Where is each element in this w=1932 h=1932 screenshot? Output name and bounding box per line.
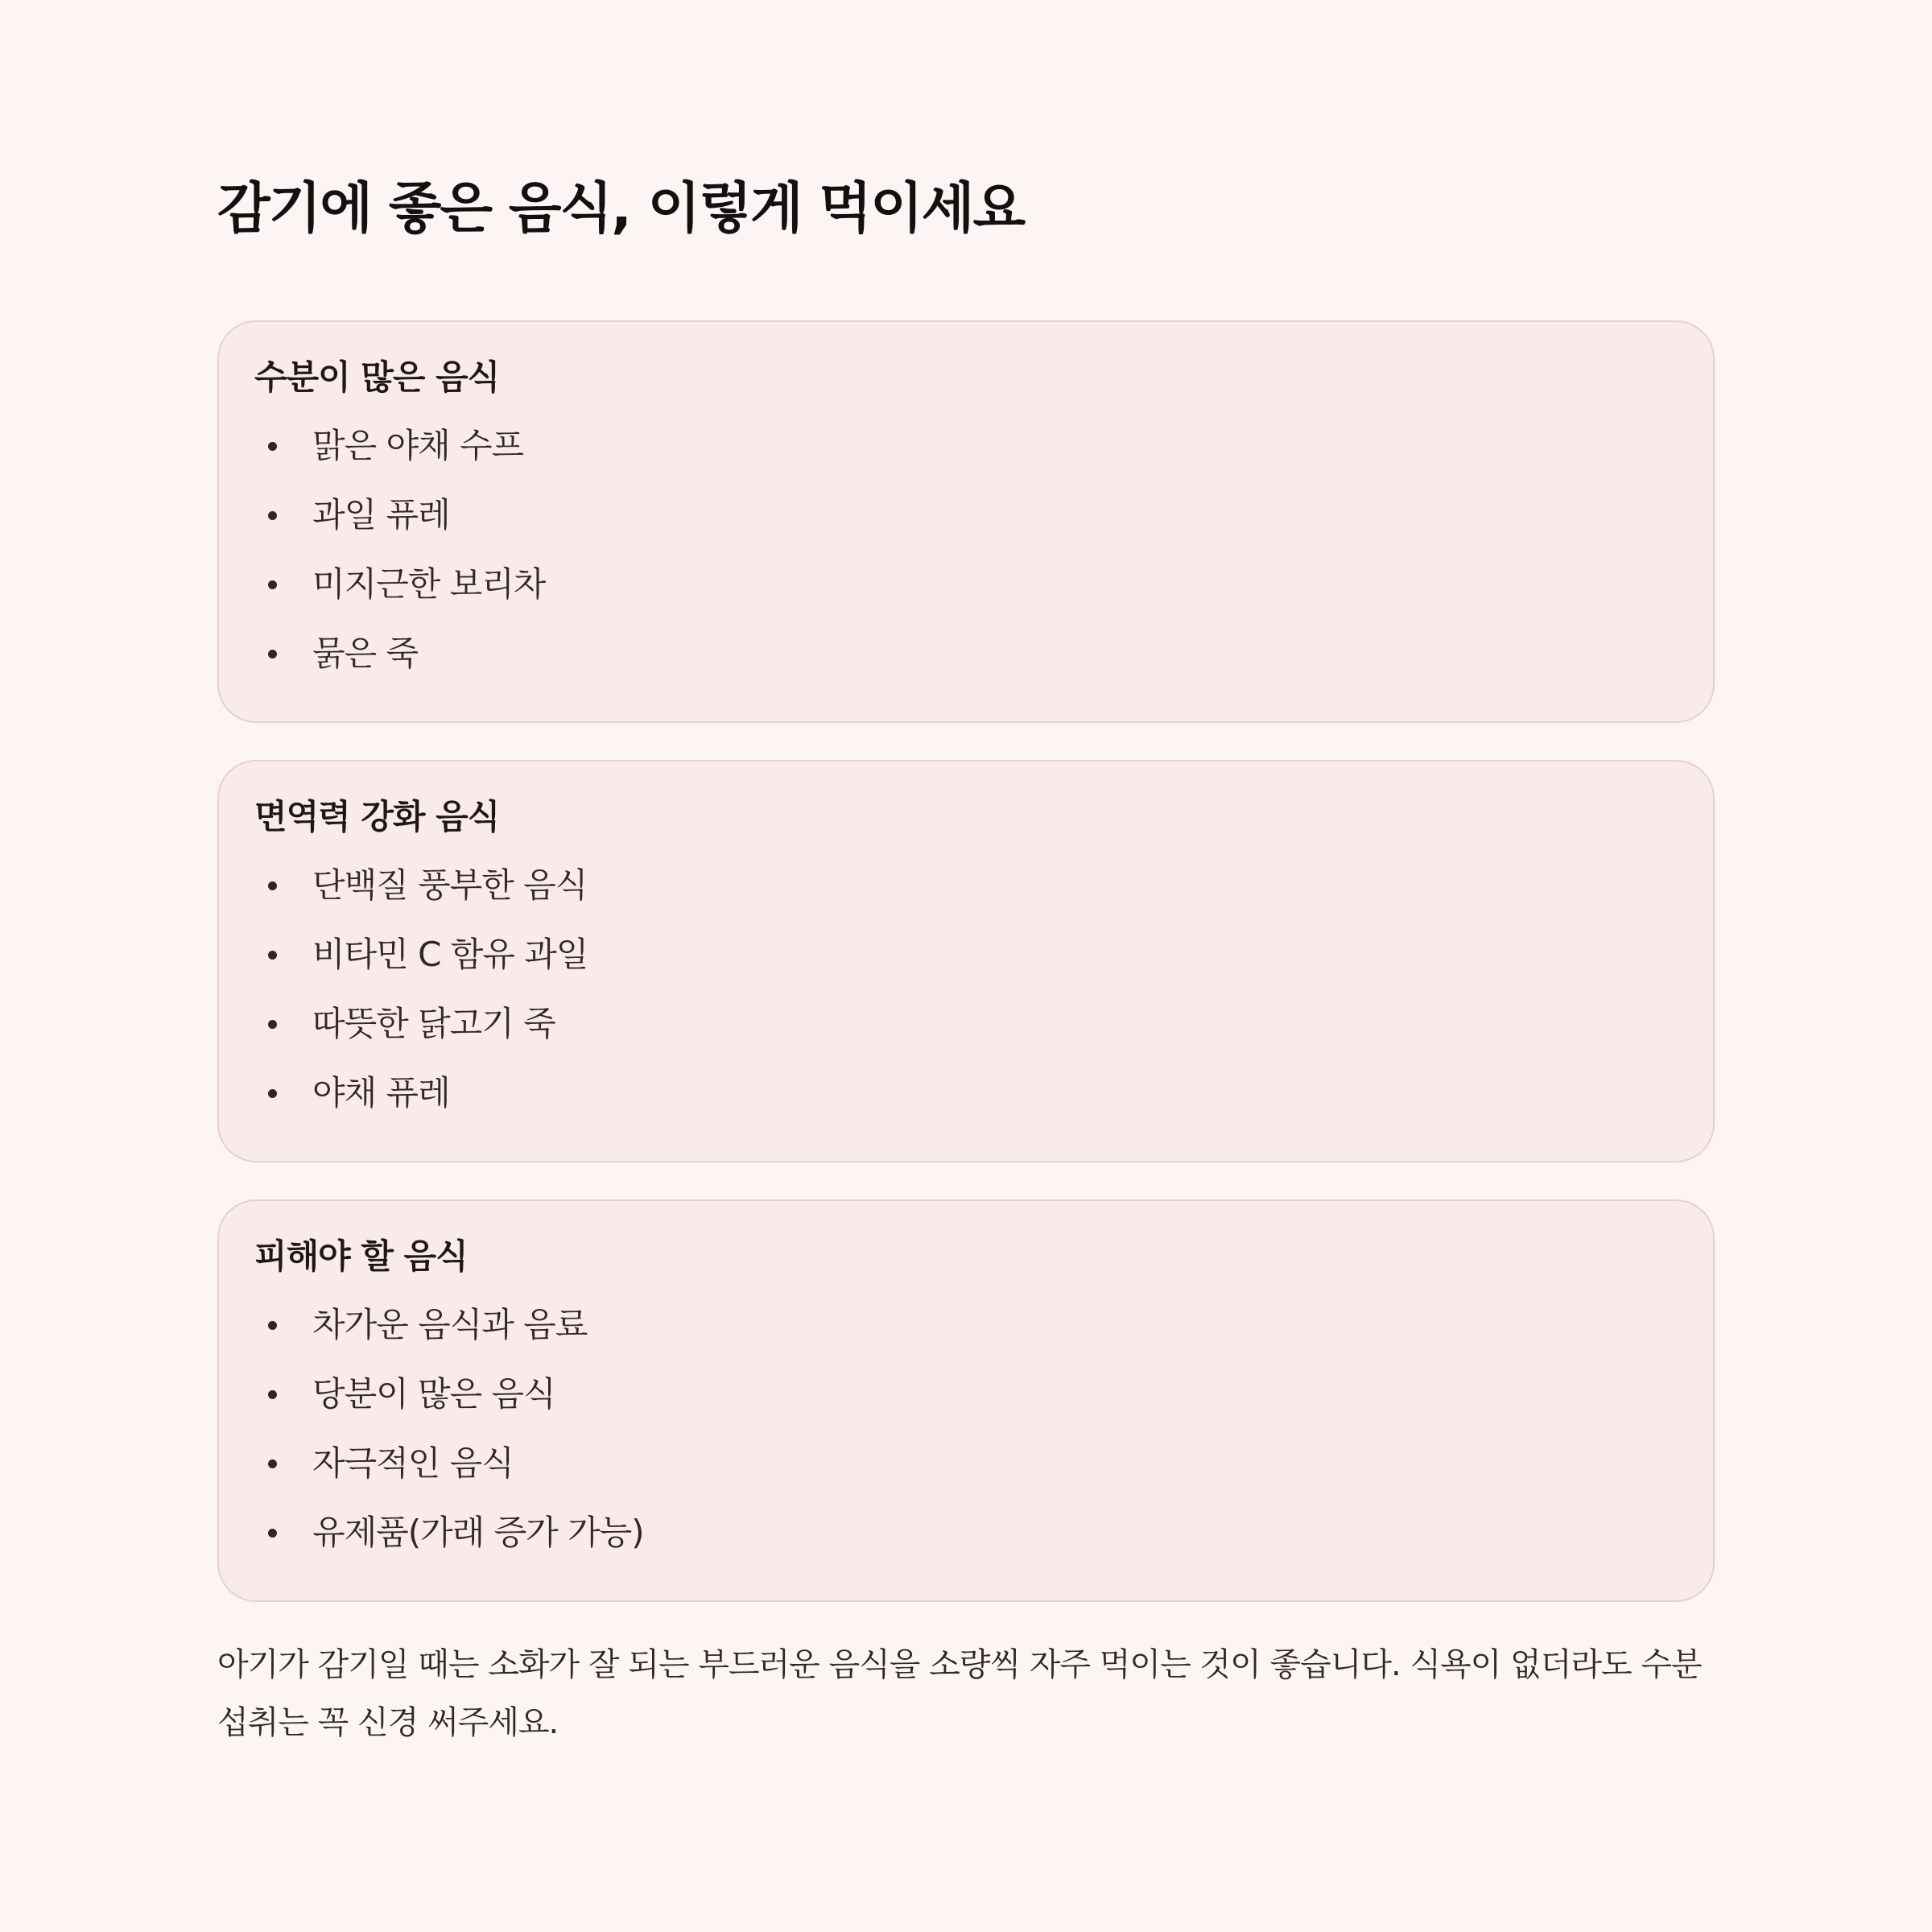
list-item-label: 미지근한 보리차 (312, 564, 546, 604)
section-card-immunity-foods (217, 760, 1715, 1162)
section-card-hydrating-foods (217, 320, 1715, 723)
list-item-label: 따뜻한 닭고기 죽 (312, 1004, 555, 1043)
list-item-label: 맑은 야채 수프 (312, 426, 524, 465)
list-item (254, 926, 1678, 995)
list-item-label: 단백질 풍부한 음식 (312, 865, 588, 905)
list-item (254, 417, 1678, 486)
list-item (254, 486, 1678, 555)
bullet-icon (268, 511, 277, 520)
page-title: 감기에 좋은 음식, 이렇게 먹이세요 (217, 177, 1025, 241)
list-item-label: 당분이 많은 음식 (312, 1374, 555, 1414)
list-item (254, 1296, 1678, 1365)
bullet-icon (268, 580, 277, 589)
section-heading: 피해야 할 음식 (254, 1236, 468, 1276)
list-item (254, 995, 1678, 1064)
list-item-label: 야채 퓨레 (312, 1073, 450, 1113)
list-item (254, 625, 1678, 694)
list-item (254, 1504, 1678, 1573)
page-content (217, 169, 1715, 1752)
bullet-icon (268, 1321, 277, 1330)
bullet-icon (268, 881, 277, 890)
list-item (254, 857, 1678, 926)
bullet-icon (268, 650, 277, 658)
bullet-icon (268, 1020, 277, 1029)
list-item (254, 1435, 1678, 1504)
list-item-label: 자극적인 음식 (312, 1443, 514, 1483)
bullet-icon (268, 442, 277, 451)
bullet-icon (268, 1459, 277, 1468)
bullet-icon (268, 1089, 277, 1098)
bullet-icon (268, 1390, 277, 1399)
section-heading: 수분이 많은 음식 (254, 357, 500, 397)
list-item-label: 과일 퓨레 (312, 495, 450, 535)
food-list (254, 417, 1678, 694)
list-item-label: 유제품(가래 증가 가능) (312, 1513, 644, 1552)
advice-note: 아기가 감기일 때는 소화가 잘 되는 부드러운 음식을 소량씩 자주 먹이는 것이 좋습니다. 식욕이 없더라도 수분 섭취는 꼭 신경 써주세요. (217, 1646, 1702, 1741)
list-item-label: 비타민 C 함유 과일 (312, 935, 588, 974)
list-item (254, 1064, 1678, 1133)
section-heading: 면역력 강화 음식 (254, 797, 500, 836)
list-item-label: 차가운 음식과 음료 (312, 1305, 588, 1344)
list-item (254, 1365, 1678, 1435)
bullet-icon (268, 1529, 277, 1538)
bullet-icon (268, 951, 277, 960)
list-item (254, 555, 1678, 625)
section-card-foods-to-avoid (217, 1199, 1715, 1602)
food-list (254, 857, 1678, 1133)
list-item-label: 묽은 죽 (312, 634, 419, 673)
food-list (254, 1296, 1678, 1573)
